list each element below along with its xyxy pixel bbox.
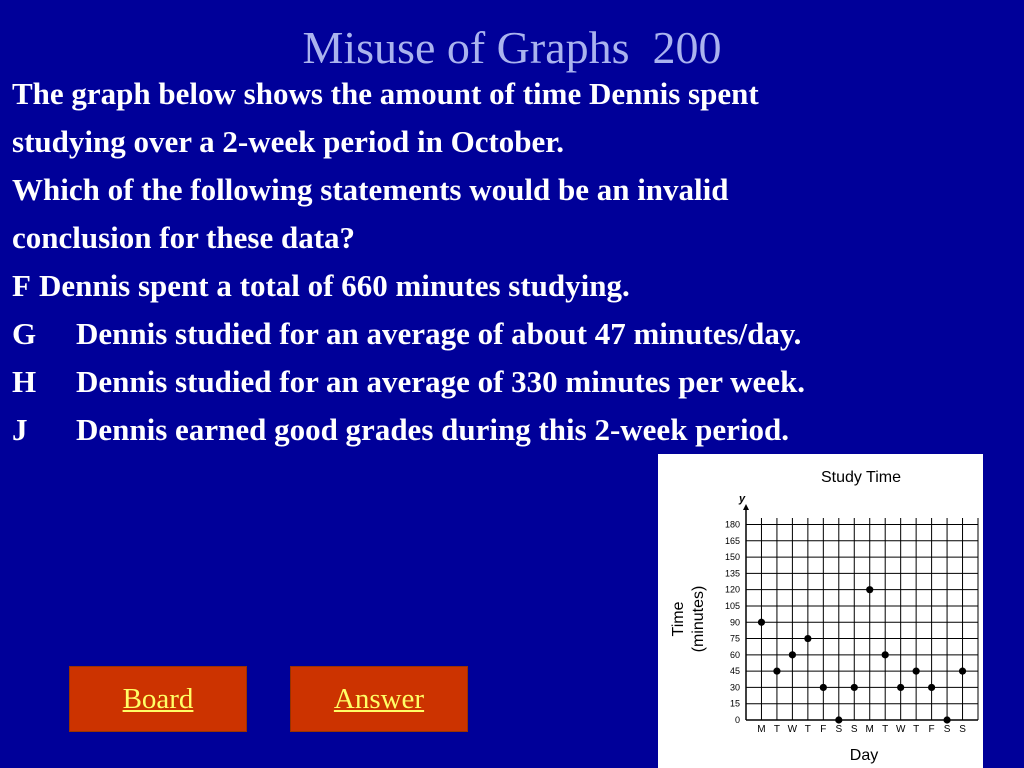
choice-h (12, 358, 1017, 406)
question-line: conclusion for these data? (12, 220, 356, 255)
answer-button[interactable]: Answer (290, 666, 468, 732)
choice-g (12, 310, 1017, 358)
x-tick-label: W (787, 724, 798, 735)
data-point (943, 716, 950, 723)
x-tick-label: M (865, 724, 874, 735)
data-point (866, 586, 873, 593)
y-tick-label: 105 (724, 600, 740, 611)
data-point (882, 651, 889, 658)
choice-j (12, 406, 1017, 454)
slide-title: Misuse of Graphs 200 (302, 22, 722, 73)
data-point (851, 684, 858, 691)
y-tick-label: 90 (729, 617, 740, 628)
data-point (789, 651, 796, 658)
data-point (928, 684, 935, 691)
x-tick-label: S (850, 724, 858, 735)
x-tick-label: S (835, 724, 843, 735)
x-tick-label: F (820, 724, 827, 735)
y-axis-title-line: Time (670, 601, 687, 637)
y-tick-label: 165 (724, 535, 740, 546)
study-time-chart (658, 454, 983, 768)
y-tick-label: 45 (729, 666, 740, 677)
chart-svg (658, 454, 983, 768)
x-tick-label: T (804, 724, 811, 735)
x-tick-label: S (959, 724, 966, 735)
data-point (897, 684, 904, 691)
y-tick-label: 120 (724, 584, 740, 595)
x-tick-label: F (928, 724, 935, 735)
x-tick-label: T (773, 724, 780, 735)
choice-f (12, 262, 1017, 310)
data-point (835, 716, 842, 723)
x-tick-label: T (882, 724, 889, 735)
choice-text: Dennis spent a total of 660 minutes studying. (38, 268, 630, 303)
x-tick-label: S (943, 724, 951, 735)
y-tick-label: 150 (724, 552, 740, 563)
data-point (758, 619, 765, 626)
board-button[interactable]: Board (69, 666, 247, 732)
y-tick-label: 15 (729, 698, 740, 709)
data-point (820, 684, 827, 691)
question-line: The graph below shows the amount of time Dennis spent (12, 76, 759, 111)
y-tick-label: 135 (724, 568, 740, 579)
data-point (773, 668, 780, 675)
x-tick-label: M (757, 724, 766, 735)
choice-letter: F (12, 268, 31, 303)
y-tick-label: 180 (724, 519, 740, 530)
y-axis-letter: y (738, 493, 746, 505)
x-tick-label: W (895, 724, 906, 735)
choice-text: Dennis studied for an average of about 47 minutes/day. (76, 316, 802, 351)
y-tick-label: 60 (729, 649, 740, 660)
question-text (12, 70, 1017, 454)
choice-text: Dennis earned good grades during this 2-week period. (76, 412, 790, 447)
x-tick-label: T (913, 724, 920, 735)
y-axis-title-line: (minutes) (690, 585, 707, 653)
chart-title: Study Time (820, 469, 902, 486)
x-axis-title: Day (849, 747, 879, 764)
y-tick-label: 0 (734, 715, 740, 725)
y-tick-label: 30 (729, 682, 740, 693)
y-tick-label: 75 (729, 633, 740, 644)
choice-text: Dennis studied for an average of 330 minutes per week. (76, 364, 806, 399)
data-point (913, 668, 920, 675)
choice-letter: J (12, 412, 28, 447)
question-line: Which of the following statements would be an invalid (12, 172, 729, 207)
choice-letter: G (12, 316, 37, 351)
question-line: studying over a 2-week period in October. (12, 124, 564, 159)
data-point (959, 668, 966, 675)
choice-letter: H (12, 364, 37, 399)
data-point (804, 635, 811, 642)
